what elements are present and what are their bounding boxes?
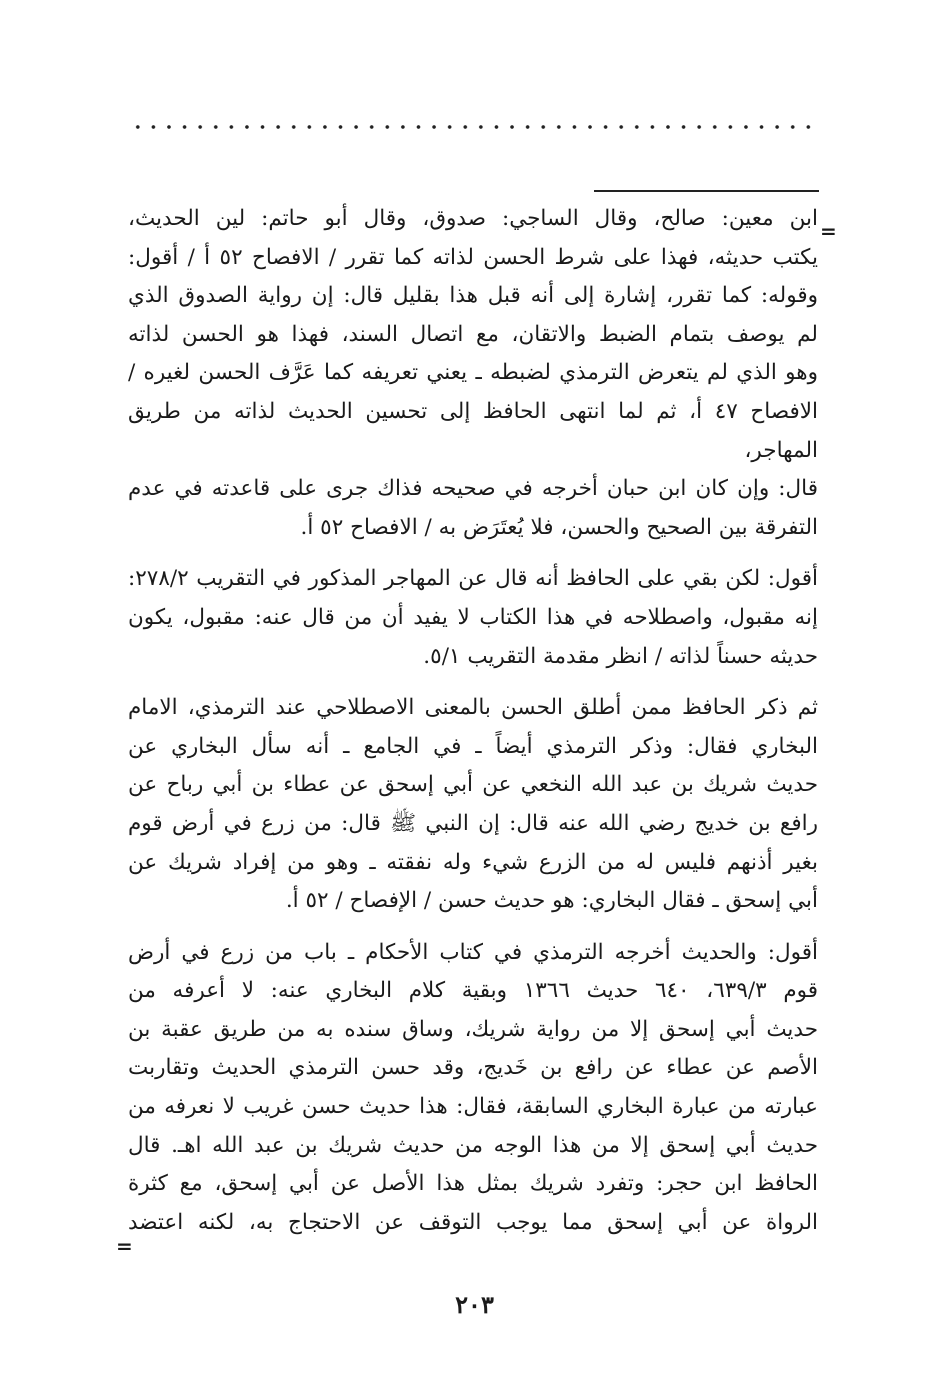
page-number: ٢٠٣	[455, 1290, 494, 1319]
text-line: عبارته من عبارة البخاري السابقة، فقال: هذا حديث حسن غريب لا نعرفه من	[128, 1094, 818, 1120]
text-line: بغير أذنهم فليس له من الزرع شيء وله نفقته ـ وهو من إفراد شريك عن	[128, 849, 818, 875]
text-line: رافع بن خديج رضي الله عنه قال: إن النبي ﷺ قال: من زرع في أرض قوم	[128, 810, 818, 836]
text-line: التفرقة بين الصحيح والحسن، فلا يُعتَرَض به / الافصاح ٥٢ أ.	[300, 514, 818, 540]
text-line: وهو الذي لم يتعرض الترمذي لضبطه ـ يعني تعريفه كما عَرَّف الحسن لغيره /	[128, 360, 818, 386]
continuation-mark-bottom: =	[116, 1234, 133, 1258]
text-line: أقول: والحديث أخرجه الترمذي في كتاب الأحكام ـ باب من زرع في أرض	[128, 939, 818, 965]
text-line: ابن معين: صالح، وقال الساجي: صدوق، وقال أبو حاتم: لين الحديث،	[128, 206, 818, 231]
text-line: أقول: لكن بقي على الحافظ أنه قال عن المهاجر المذكور في التقريب ٢٧٨/٢:	[128, 566, 818, 592]
text-line: قوم ٦٣٩/٣، ٦٤٠ حديث ١٣٦٦ وبقية كلام البخاري عنه: لا أعرفه من	[128, 978, 819, 1004]
text-line: حديث أبي إسحق إلا من هذا الوجه من حديث شريك بن عبد الله اهـ. قال	[128, 1132, 818, 1158]
text-line: يكتب حديثه، فهذا على شرط الحسن لذاته كما تقرر / الافصاح ٥٢ أ / أقول:	[128, 244, 818, 270]
paragraph	[128, 560, 818, 676]
text-line: ثم ذكر الحافظ ممن أطلق الحسن بالمعنى الاصطلاحي عند الترمذي، الامام	[128, 695, 818, 721]
footnote-separator-rule	[594, 190, 819, 192]
continuation-mark-top: =	[820, 219, 837, 243]
text-line: وقوله: كما تقرر، إشارة إلى أنه قبل هذا بقليل قال: إن رواية الصدوق الذي	[128, 283, 818, 309]
text-line: الحافظ ابن حجر: وتفرد شريك بمثل هذا الأصل عن أبي إسحق، مع كثرة	[128, 1171, 818, 1197]
text-line: الرواة عن أبي إسحق مما يوجب التوقف عن الاحتجاج به، لكنه اعتضد	[128, 1209, 818, 1235]
text-line: لم يوصف بتمام الضبط والاتقان، مع اتصال السند، فهذا هو الحسن لذاته	[128, 321, 818, 347]
text-line: حديث أبي إسحق إلا من رواية شريك، وساق سنده به من طريق عقبة بن	[128, 1016, 818, 1042]
text-line: حديث شريك بن عبد الله النخعي عن أبي إسحق عن عطاء بن أبي رباح عن	[128, 772, 818, 798]
footnote-text-block	[128, 200, 818, 1255]
header-dotted-rule	[130, 122, 820, 132]
text-line: الأصم عن عطاء عن رافع بن خَديج، وقد حسن الترمذي الحديث وتقاربت	[128, 1055, 818, 1081]
paragraph	[128, 689, 818, 921]
text-line: الافصاح ٤٧ أ، ثم لما انتهى الحافظ إلى تحسين الحديث لذاته من طريق المهاجر،	[128, 398, 819, 463]
text-line: أبي إسحق ـ فقال البخاري: هو حديث حسن / الإفصاح / ٥٢ أ.	[285, 888, 818, 914]
text-line: البخاري فقال: وذكر الترمذي أيضاً ـ في الجامع ـ أنه سأل البخاري عن	[128, 733, 818, 759]
paragraph	[128, 200, 818, 547]
text-line: إنه مقبول، واصطلاحه في هذا الكتاب لا يفيد أن من قال عنه: مقبول، يكون	[128, 604, 818, 630]
text-line: قال: وإن كان ابن حبان أخرجه في صحيحه فذاك جرى على قاعدته في عدم	[128, 476, 818, 502]
text-line: حديثه حسناً لذاته / انظر مقدمة التقريب ٥/١.	[423, 643, 818, 669]
paragraph	[128, 934, 818, 1243]
